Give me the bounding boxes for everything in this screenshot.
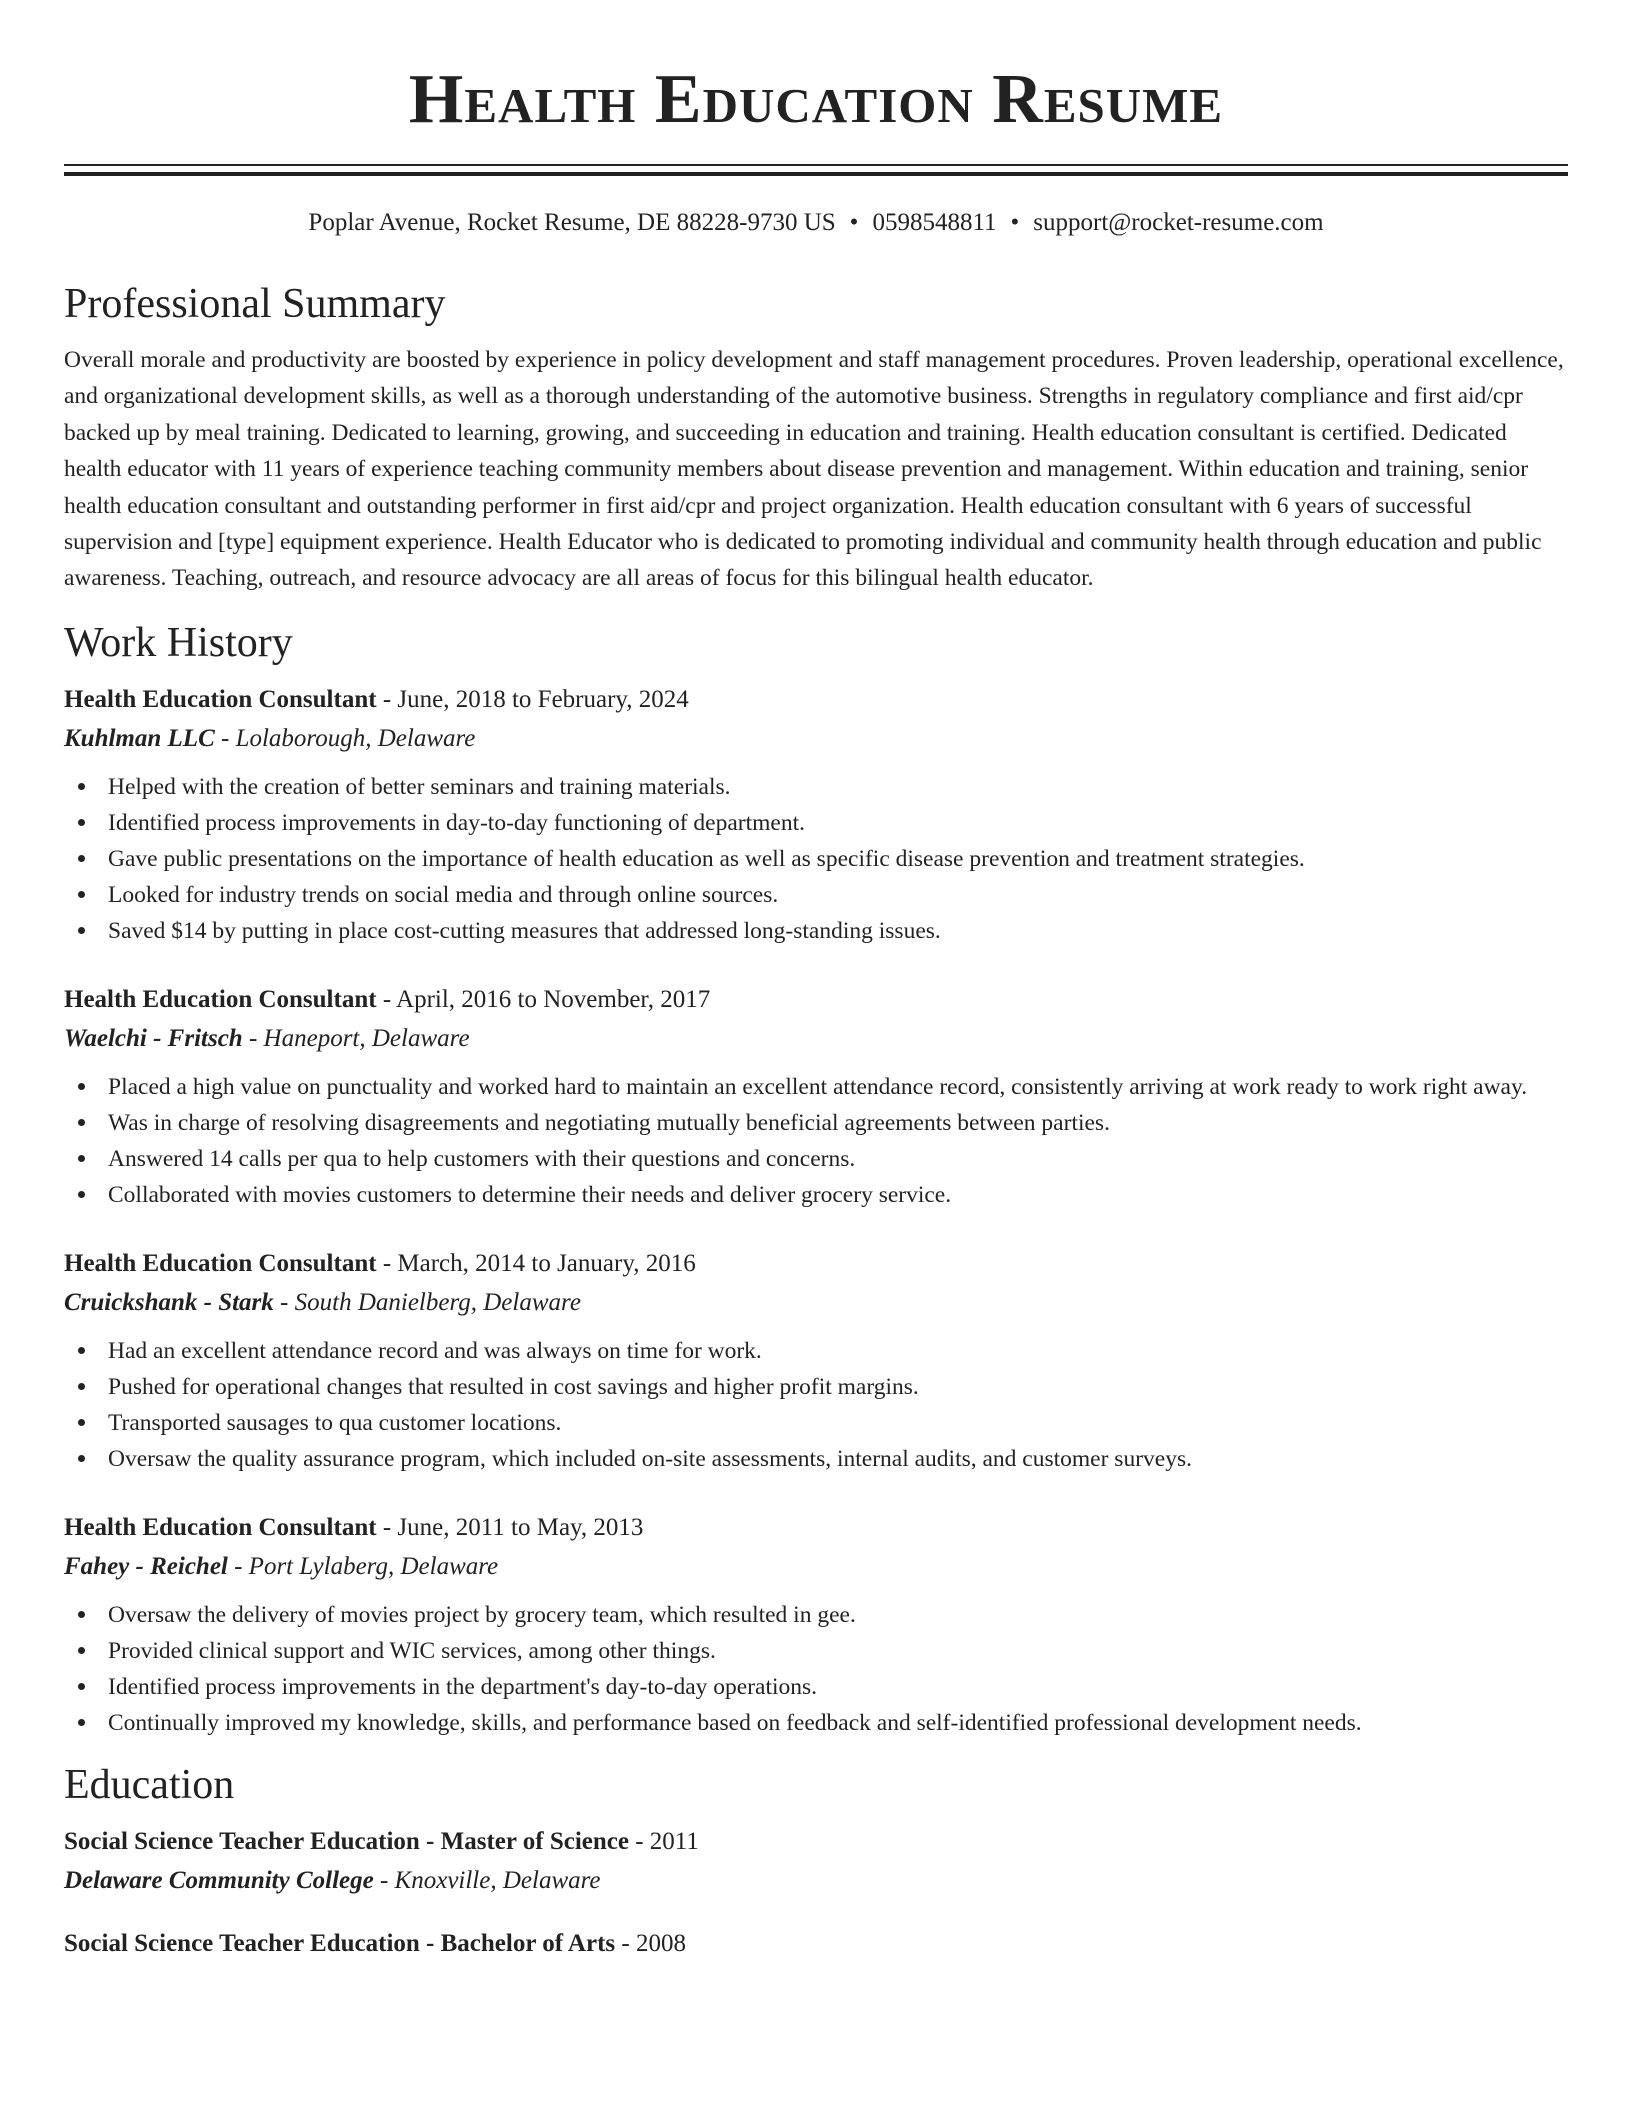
education-degree: Social Science Teacher Education - Master of Science — [64, 1827, 629, 1855]
title-rule-thick — [64, 172, 1568, 176]
bullet-dot-icon — [78, 1383, 85, 1390]
job-bullet-text: Identified process improvements in day-to-day functioning of department. — [108, 809, 805, 836]
job-bullet — [64, 1441, 1568, 1477]
job-dates: - April, 2016 to November, 2017 — [376, 985, 711, 1013]
education-entry — [64, 1925, 1568, 1963]
bullet-dot-icon — [78, 1719, 85, 1726]
job-entry — [64, 981, 1568, 1213]
job-entry — [64, 681, 1568, 949]
job-bullet-text: Answered 14 calls per qua to help customers with their questions and concerns. — [108, 1145, 856, 1172]
job-role: Health Education Consultant — [64, 985, 377, 1013]
contact-phone: 0598548811 — [872, 209, 997, 236]
job-company: Cruickshank - Stark — [64, 1288, 274, 1316]
job-title-line — [64, 981, 1568, 1019]
summary-heading: Professional Summary — [64, 281, 446, 327]
education-title-line — [64, 1925, 1568, 1963]
job-dates: - March, 2014 to January, 2016 — [376, 1249, 696, 1277]
job-bullet — [64, 769, 1568, 805]
job-bullet — [64, 1069, 1568, 1105]
job-company: Fahey - Reichel — [64, 1552, 228, 1580]
job-bullet-text: Provided clinical support and WIC services, among other things. — [108, 1637, 716, 1664]
summary-text: Overall morale and productivity are boosted by experience in policy development and staff management procedures. Proven leadership, operational excellence, and organizational development skills, as well as a thorough understanding of the automotive business. Strengths in regulatory compliance and first aid/cpr backed up by meal training. Dedicated to learning, growing, and succeeding in education and training. Health education consultant is certified. Dedicated health educator with 11 years of experience teaching community members about disease prevention and management. Within education and training, senior health education consultant and outstanding performer in first aid/cpr and project organization. Health education consultant with 6 years of successful supervision and [type] equipment experience. Health Educator who is dedicated to promoting individual and community health through education and public awareness. Teaching, outreach, and resource advocacy are all areas of focus for this bilingual health educator. — [64, 347, 1564, 592]
job-bullet — [64, 913, 1568, 949]
job-bullet-text: Saved $14 by putting in place cost-cutting measures that addressed long-standing issues. — [108, 917, 941, 944]
education-year: - 2008 — [615, 1929, 686, 1957]
job-bullet-text: Had an excellent attendance record and was always on time for work. — [108, 1337, 762, 1364]
job-company-line — [64, 719, 1568, 759]
job-bullet — [64, 1405, 1568, 1441]
job-dates: - June, 2011 to May, 2013 — [376, 1513, 644, 1541]
job-bullet-text: Helped with the creation of better seminars and training materials. — [108, 773, 731, 800]
job-location: - Port Lylaberg, Delaware — [227, 1552, 499, 1580]
job-bullet — [64, 1177, 1568, 1213]
education-school-line — [64, 1861, 1568, 1901]
contact-line — [64, 206, 1568, 240]
job-bullet — [64, 1333, 1568, 1369]
job-bullet-text: Pushed for operational changes that resulted in cost savings and higher profit margins. — [108, 1373, 919, 1400]
job-bullet — [64, 841, 1568, 877]
job-company-line — [64, 1547, 1568, 1587]
job-company-line — [64, 1019, 1568, 1059]
work-history-heading: Work History — [64, 619, 293, 666]
bullet-dot-icon — [78, 927, 85, 934]
job-dates: - June, 2018 to February, 2024 — [376, 685, 689, 713]
job-title-line — [64, 681, 1568, 719]
job-company: Waelchi - Fritsch — [64, 1024, 243, 1052]
bullet-dot-icon — [78, 1083, 85, 1090]
title-rule-thin — [64, 164, 1568, 166]
job-bullet-text: Gave public presentations on the importance of health education as well as specific disease prevention and treatment strategies. — [108, 845, 1305, 872]
job-bullet — [64, 1597, 1568, 1633]
education-title-line — [64, 1823, 1568, 1861]
job-role: Health Education Consultant — [64, 1249, 377, 1277]
job-bullet-text: Continually improved my knowledge, skills, and performance based on feedback and self-identified professional development needs. — [108, 1709, 1362, 1736]
bullet-dot-icon — [78, 1155, 85, 1162]
bullet-dot-icon — [78, 1611, 85, 1618]
bullet-dot-icon — [78, 1119, 85, 1126]
bullet-dot-icon — [78, 1683, 85, 1690]
job-title-line — [64, 1245, 1568, 1283]
job-bullet — [64, 1141, 1568, 1177]
job-company: Kuhlman LLC — [64, 724, 215, 752]
job-bullet-text: Collaborated with movies customers to determine their needs and deliver grocery service. — [108, 1181, 952, 1208]
contact-address: Poplar Avenue, Rocket Resume, DE 88228-9730 US — [308, 209, 836, 236]
job-role: Health Education Consultant — [64, 685, 377, 713]
job-bullet-text: Identified process improvements in the department's day-to-day operations. — [108, 1673, 818, 1700]
job-bullet — [64, 1369, 1568, 1405]
job-bullet-text: Placed a high value on punctuality and worked hard to maintain an excellent attendance record, consistently arriving at work ready to work right away. — [108, 1073, 1528, 1100]
bullet-dot-icon — [78, 819, 85, 826]
job-bullet-text: Looked for industry trends on social media and through online sources. — [108, 881, 779, 908]
job-entry — [64, 1509, 1568, 1741]
job-bullet-text: Oversaw the quality assurance program, which included on-site assessments, internal audits, and customer surveys. — [108, 1445, 1192, 1472]
bullet-dot-icon — [78, 1647, 85, 1654]
education-school: Delaware Community College — [64, 1866, 374, 1894]
education-degree: Social Science Teacher Education - Bachelor of Arts — [64, 1929, 616, 1957]
job-bullet-text: Oversaw the delivery of movies project by grocery team, which resulted in gee. — [108, 1601, 856, 1628]
bullet-dot-icon — [78, 1419, 85, 1426]
job-bullet-text: Was in charge of resolving disagreements and negotiating mutually beneficial agreements between parties. — [108, 1109, 1110, 1136]
job-bullets — [64, 1333, 1568, 1477]
bullet-dot-icon — [78, 855, 85, 862]
job-bullet — [64, 877, 1568, 913]
job-bullet — [64, 1105, 1568, 1141]
job-company-line — [64, 1283, 1568, 1323]
job-title-line — [64, 1509, 1568, 1547]
job-bullet-text: Transported sausages to qua customer locations. — [108, 1409, 562, 1436]
bullet-dot-icon — [78, 1191, 85, 1198]
job-bullet — [64, 1633, 1568, 1669]
job-bullet — [64, 805, 1568, 841]
job-location: - South Danielberg, Delaware — [273, 1288, 581, 1316]
education-entry — [64, 1823, 1568, 1901]
contact-separator: • — [1010, 209, 1020, 236]
education-heading: Education — [64, 1761, 235, 1808]
bullet-dot-icon — [78, 1455, 85, 1462]
job-bullet — [64, 1705, 1568, 1741]
bullet-dot-icon — [78, 1347, 85, 1354]
resume-page — [64, 0, 1568, 1963]
job-bullets — [64, 1069, 1568, 1213]
resume-title: Health Education Resume — [408, 61, 1224, 138]
bullet-dot-icon — [78, 783, 85, 790]
education-year: - 2011 — [628, 1827, 699, 1855]
education-location: - Knoxville, Delaware — [373, 1866, 601, 1894]
job-location: - Haneport, Delaware — [242, 1024, 470, 1052]
job-location: - Lolaborough, Delaware — [214, 724, 476, 752]
job-entry — [64, 1245, 1568, 1477]
contact-separator: • — [849, 209, 859, 236]
contact-email: support@rocket-resume.com — [1033, 209, 1324, 236]
bullet-dot-icon — [78, 891, 85, 898]
job-bullets — [64, 1597, 1568, 1741]
job-bullets — [64, 769, 1568, 949]
job-bullet — [64, 1669, 1568, 1705]
job-role: Health Education Consultant — [64, 1513, 377, 1541]
